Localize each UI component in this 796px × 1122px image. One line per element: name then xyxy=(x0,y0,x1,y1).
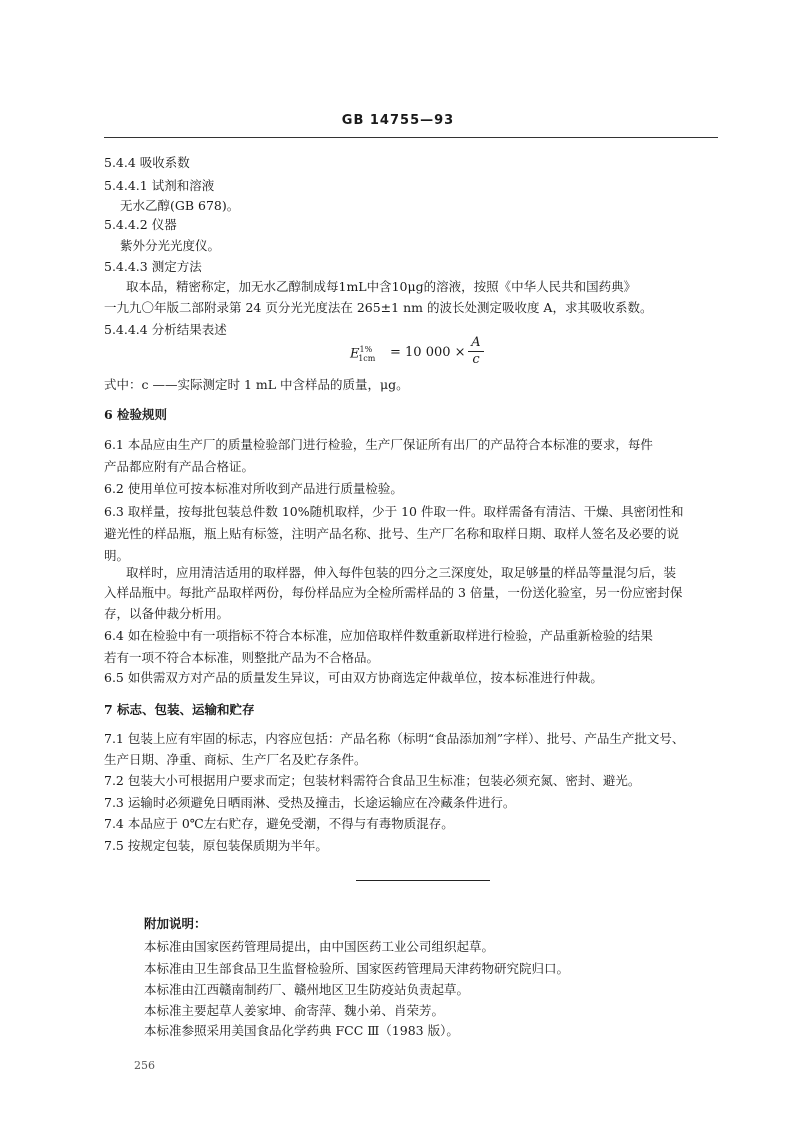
notes-title: 附加说明： xyxy=(144,916,207,931)
chapter-6-line: 入样品瓶中。每批产品取样两份，每份样品应为全检所需样品的 3 倍量，一份送化验室，另一份应密封保 xyxy=(104,585,683,600)
notes-line: 本标准由江西赣南制药厂、赣州地区卫生防疫站负责起草。 xyxy=(144,982,470,997)
absorption-formula xyxy=(350,336,510,370)
chapter-7-title: 7 标志、包装、运输和贮存 xyxy=(104,702,255,717)
formula-lhs: $E^{1\%}_{1cm}$ xyxy=(350,345,376,363)
chapter-6-line: 明。 xyxy=(104,548,130,563)
chapter-6-line: 若有一项不符合本标准，则整批产品为不合格品。 xyxy=(104,650,380,665)
chapter-6-line: 6.2 使用单位可按本标准对所收到产品进行质量检验。 xyxy=(104,481,403,496)
chapter-6-line: 取样时，应用清洁适用的取样器，伸入每件包装的四分之三深度处，取足够量的样品等量混匀后，装 xyxy=(126,565,677,580)
chapter-6-line: 6.4 如在检验中有一项指标不符合本标准，应加倍取样件数重新取样进行检验，产品重新检验的结果 xyxy=(104,628,653,643)
chapter-7-line: 生产日期、净重、商标、生产厂名及贮存条件。 xyxy=(104,752,367,767)
notes-line: 本标准参照采用美国食品化学药典 FCC Ⅲ（1983 版）。 xyxy=(144,1023,459,1038)
chapter-6-line: 存，以备仲裁分析用。 xyxy=(104,606,230,621)
clause-5-4-4-3-heading: 5.4.4.3 测定方法 xyxy=(104,259,202,274)
chapter-7-line: 7.2 包装大小可根据用户要求而定；包装材料需符合食品卫生标准；包装必须充氮、密封、避光。 xyxy=(104,773,641,788)
chapter-6-line: 6.3 取样量，按每批包装总件数 10%随机取样，少于 10 件取一件。取样需备有清洁、干燥、具密闭性和 xyxy=(104,504,684,519)
chapter-6-line: 6.5 如供需双方对产品的质量发生异议，可由双方协商选定仲裁单位，按本标准进行仲裁。 xyxy=(104,670,603,685)
chapter-6-line: 产品都应附有产品合格证。 xyxy=(104,459,255,474)
clause-5-4-4-1-body: 无水乙醇(GB 678)。 xyxy=(120,198,240,213)
notes-line: 本标准由国家医药管理局提出，由中国医药工业公司组织起草。 xyxy=(144,939,495,954)
clause-5-4-4-3-paragraph-line-1: 取本品，精密称定，加无水乙醇制成每1mL中含10μg的溶液，按照《中华人民共和国药典》 xyxy=(126,279,637,294)
clause-5-4-4-2-heading: 5.4.4.2 仪器 xyxy=(104,217,177,232)
clause-5-4-4-1-heading: 5.4.4.1 试剂和溶液 xyxy=(104,178,215,193)
notes-line: 本标准主要起草人姜家坤、俞寄萍、魏小弟、肖荣芳。 xyxy=(144,1003,445,1018)
chapter-7-line: 7.4 本品应于 0℃左右贮存，避免受潮，不得与有毒物质混存。 xyxy=(104,816,454,831)
formula-rhs: = 10 000 × xyxy=(390,345,466,360)
standard-number-header: GB 14755—93 xyxy=(341,113,455,128)
chapter-6-line: 避光性的样品瓶，瓶上贴有标签，注明产品名称、批号、生产厂名称和取样日期、取样人签名及必要的说 xyxy=(104,526,680,541)
header-rule xyxy=(104,137,718,138)
chapter-6-title: 6 检验规则 xyxy=(104,407,168,422)
formula-denominator: c xyxy=(472,352,480,367)
clause-5-4-4-3-paragraph-line-2: 一九九〇年版二部附录第 24 页分光光度法在 265±1 nm 的波长处测定吸收度 A，求其吸收系数。 xyxy=(104,300,653,315)
clause-5-4-4-2-body: 紫外分光光度仪。 xyxy=(120,238,221,253)
chapter-7-line: 7.3 运输时必须避免日晒雨淋、受热及撞击，长途运输应在冷藏条件进行。 xyxy=(104,795,516,810)
clause-5-4-4-heading: 5.4.4 吸收系数 xyxy=(104,155,190,170)
notes-line: 本标准由卫生部食品卫生监督检验所、国家医药管理局天津药物研究院归口。 xyxy=(144,961,570,976)
chapter-7-line: 7.5 按规定包装，原包装保质期为半年。 xyxy=(104,838,328,853)
formula-fraction xyxy=(468,336,484,367)
page-number: 256 xyxy=(134,1059,155,1072)
chapter-6-line: 6.1 本品应由生产厂的质量检验部门进行检验，生产厂保证所有出厂的产品符合本标准的要求，每件 xyxy=(104,437,653,452)
formula-variable-definition: 式中：c ——实际测定时 1 mL 中含样品的质量，μg。 xyxy=(104,377,409,392)
formula-numerator: A xyxy=(471,335,481,350)
section-divider xyxy=(356,880,490,881)
chapter-7-line: 7.1 包装上应有牢固的标志，内容应包括：产品名称（标明“食品添加剂”字样）、批号、产品生产批文号、 xyxy=(104,731,685,746)
clause-5-4-4-4-heading: 5.4.4.4 分析结果表述 xyxy=(104,322,227,337)
